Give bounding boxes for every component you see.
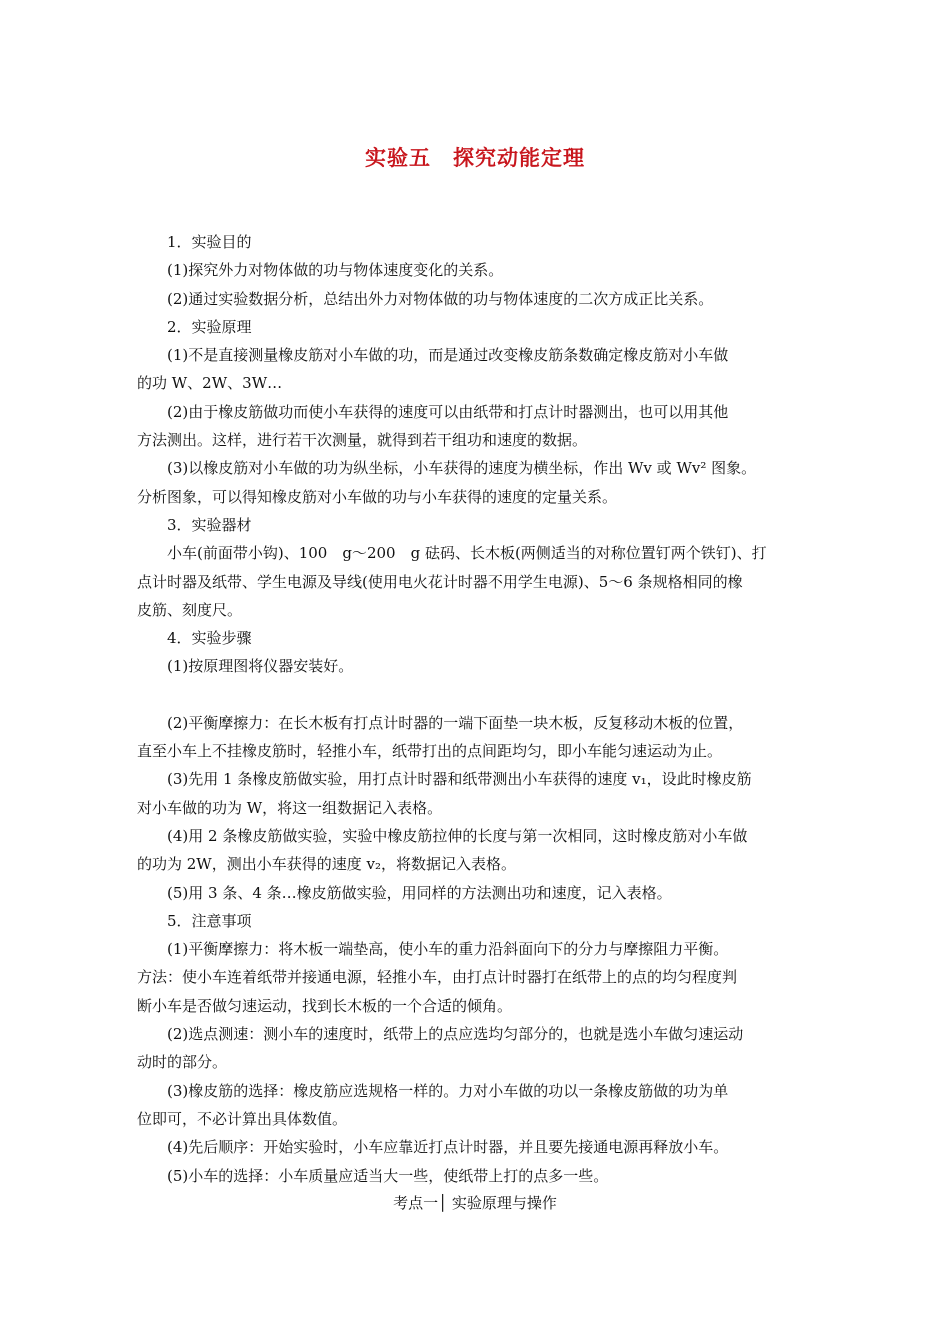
paragraph: (1)按原理图将仪器安装好。 xyxy=(167,657,354,676)
paragraph: (1)探究外力对物体做的功与物体速度变化的关系。 xyxy=(167,261,504,280)
paragraph: 方法：使小车连着纸带并接通电源，轻推小车，由打点计时器打在纸带上的点的均匀程度判 xyxy=(137,968,738,987)
paragraph: 对小车做的功为 W，将这一组数据记入表格。 xyxy=(137,798,443,817)
paragraph: (3)以橡皮筋对小车做的功为纵坐标，小车获得的速度为横坐标，作出 Wv 或 Wv² 图象。 xyxy=(167,459,757,478)
paragraph: (2)平衡摩擦力：在长木板有打点计时器的一端下面垫一块木板，反复移动木板的位置， xyxy=(167,713,744,732)
paragraph: (2)通过实验数据分析，总结出外力对物体做的功与物体速度的二次方成正比关系。 xyxy=(167,289,714,308)
paragraph: (5)用 3 条、4 条…橡皮筋做实验，用同样的方法测出功和速度，记入表格。 xyxy=(167,883,672,902)
paragraph: (2)选点测速：测小车的速度时，纸带上的点应选均匀部分的，也就是选小车做匀速运动 xyxy=(167,1025,744,1044)
paragraph: 点计时器及纸带、学生电源及导线(使用电火花计时器不用学生电源)、5～6 条规格相同的橡 xyxy=(137,572,743,591)
paragraph: (1)平衡摩擦力：将木板一端垫高，使小车的重力沿斜面向下的分力与摩擦阻力平衡。 xyxy=(167,940,729,959)
paragraph: (4)用 2 条橡皮筋做实验，实验中橡皮筋拉伸的长度与第一次相同，这时橡皮筋对小车做 xyxy=(167,826,748,845)
paragraph: 分析图象，可以得知橡皮筋对小车做的功与小车获得的速度的定量关系。 xyxy=(137,487,618,506)
paragraph: (4)先后顺序：开始实验时，小车应靠近打点计时器，并且要先接通电源再释放小车。 xyxy=(167,1138,729,1157)
section-heading-notes: 5．注意事项 xyxy=(167,911,252,930)
paragraph: 方法测出。这样，进行若干次测量，就得到若干组功和速度的数据。 xyxy=(137,431,588,450)
paragraph: 直至小车上不挂橡皮筋时，轻推小车，纸带打出的点间距均匀，即小车能匀速运动为止。 xyxy=(137,742,723,761)
paragraph: 位即可，不必计算出具体数值。 xyxy=(137,1109,348,1128)
paragraph: 的功为 2W，测出小车获得的速度 v₂，将数据记入表格。 xyxy=(137,855,516,874)
section-heading-purpose: 1．实验目的 xyxy=(167,233,252,251)
paragraph: 的功 W、2W、3W… xyxy=(137,374,283,393)
paragraph: (5)小车的选择：小车质量应适当大一些，使纸带上打的点多一些。 xyxy=(167,1166,609,1185)
paragraph: (3)先用 1 条橡皮筋做实验，用打点计时器和纸带测出小车获得的速度 v₁，设此时橡皮筋 xyxy=(167,770,752,789)
section-heading-steps: 4．实验步骤 xyxy=(167,629,252,648)
paragraph: 小车(前面带小钩)、100 g～200 g 砝码、长木板(两侧适当的对称位置钉两个铁钉)、打 xyxy=(167,544,767,563)
document-body xyxy=(137,228,817,1190)
paragraph: (1)不是直接测量橡皮筋对小车做的功，而是通过改变橡皮筋条数确定橡皮筋对小车做 xyxy=(167,346,729,365)
paragraph: (2)由于橡皮筋做功而使小车获得的速度可以由纸带和打点计时器测出，也可以用其他 xyxy=(167,402,729,421)
page-title: 实验五 探究动能定理 xyxy=(365,146,585,170)
section-heading-equipment: 3．实验器材 xyxy=(167,515,252,534)
paragraph: 断小车是否做匀速运动，找到长木板的一个合适的倾角。 xyxy=(137,996,513,1015)
section-footer-heading: 考点一│ 实验原理与操作 xyxy=(393,1194,557,1212)
section-heading-principle: 2．实验原理 xyxy=(167,317,252,336)
figure-gap xyxy=(137,681,817,709)
paragraph: 动时的部分。 xyxy=(137,1053,228,1072)
paragraph: 皮筋、刻度尺。 xyxy=(137,600,243,619)
paragraph: (3)橡皮筋的选择：橡皮筋应选规格一样的。力对小车做的功以一条橡皮筋做的功为单 xyxy=(167,1081,729,1100)
